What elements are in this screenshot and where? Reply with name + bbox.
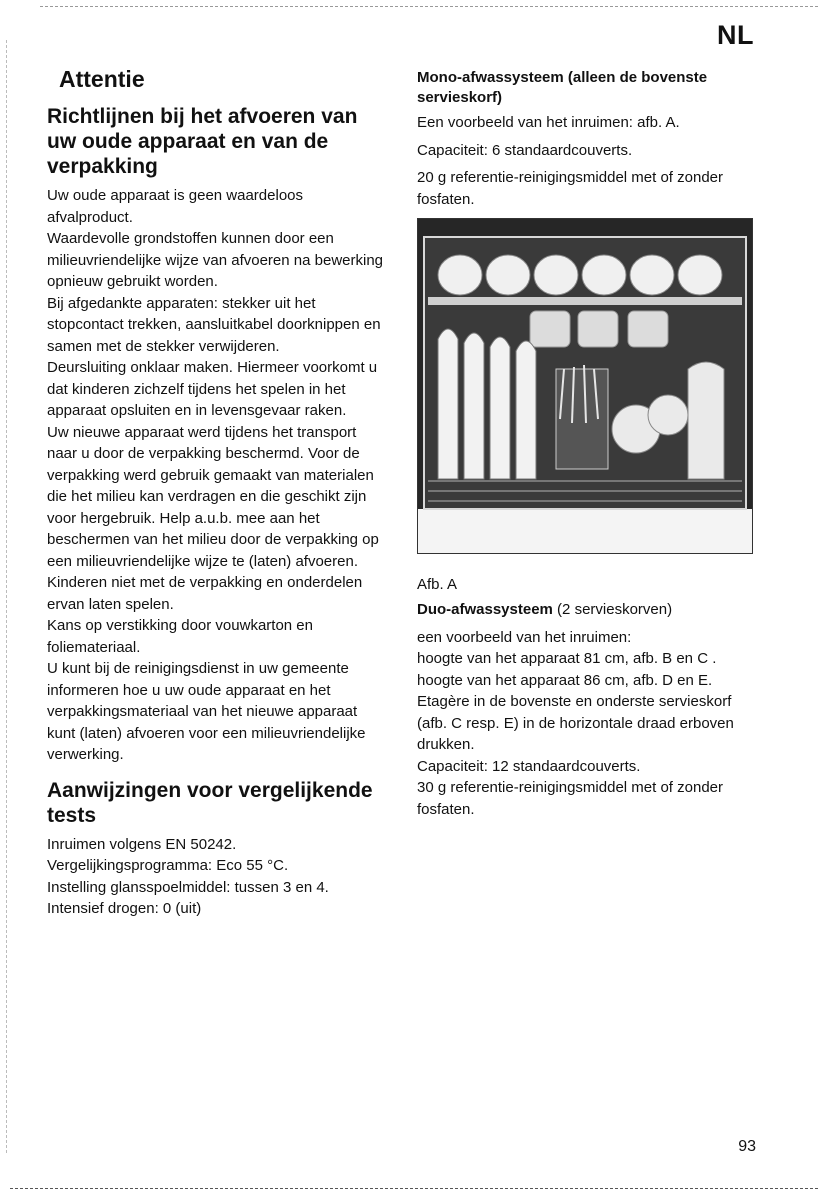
attention-title: Attentie	[59, 66, 145, 92]
tests-line: Instelling glansspoelmiddel: tussen 3 en 4.	[47, 878, 329, 896]
duo-heading-line	[417, 599, 757, 621]
mono-line: Een voorbeeld van het inruimen: afb. A.	[417, 114, 680, 131]
mono-line: Capaciteit: 6 standaardcouverts.	[417, 141, 633, 159]
section-gap	[47, 766, 387, 778]
duo-heading: Duo-afwassysteem	[417, 601, 553, 618]
page-edge-left	[6, 40, 7, 1153]
mono-line: 20 g referentie-reinigingsmiddel met of zonder fosfaten.	[417, 169, 723, 208]
tests-line: Inruimen volgens EN 50242.	[47, 835, 237, 853]
duo-line: Capaciteit: 12 standaardcouverts.	[417, 757, 641, 775]
page-edge-bottom	[10, 1188, 818, 1189]
tests-heading: Aanwijzingen voor vergelijkende tests	[47, 778, 373, 827]
dishwasher-rack-photo	[417, 218, 753, 554]
page-edge-top	[40, 6, 818, 7]
disposal-heading: Richtlijnen bij het afvoeren van uw oude apparaat en van de verpakking	[47, 105, 358, 178]
disposal-paragraph: Bij afgedankte apparaten: stekker uit het stopcontact trekken, aansluitkabel doorknippen en samen met de stekker verwijderen.	[47, 294, 381, 355]
duo-line: een voorbeeld van het inruimen:	[417, 628, 632, 646]
disposal-paragraph: Kinderen niet met de verpakking en onderdelen ervan laten spelen.	[47, 574, 363, 613]
language-tag: NL	[717, 20, 754, 50]
right-column	[417, 68, 757, 820]
tests-line: Vergelijkingsprogramma: Eco 55 °C.	[47, 857, 289, 874]
duo-line: Etagère in de bovenste en onderste servieskorf (afb. C resp. E) in de horizontale draad erboven drukken.	[417, 693, 734, 753]
rack-illustration	[418, 219, 752, 553]
duo-line: 30 g referentie-reinigingsmiddel met of zonder fosfaten.	[417, 779, 723, 818]
disposal-paragraph: Kans op verstikking door vouwkarton en foliemateriaal.	[47, 617, 313, 656]
disposal-paragraph: Waardevolle grondstoffen kunnen door een milieuvriendelijke wijze van afvoeren na bewerking opnieuw gebruikt worden.	[47, 230, 384, 290]
disposal-paragraph: Uw oude apparaat is geen waardeloos afvalproduct.	[47, 187, 304, 226]
disposal-paragraph: U kunt bij de reinigingsdienst in uw gemeente informeren hoe u uw oude apparaat en het verpakkingsmateriaal van het nieuwe apparaat kunt (laten) afvoeren voor een milieuvriendelijke verwerking.	[47, 660, 366, 763]
tests-text	[47, 834, 387, 920]
disposal-paragraph: Deursluiting onklaar maken. Hiermeer voorkomt u dat kinderen zichzelf tijdens het spelen in het apparaat opsluiten en in levensgevaar raken.	[47, 359, 378, 419]
disposal-text	[47, 185, 387, 766]
duo-heading-rest: (2 servieskorven)	[552, 601, 673, 618]
mono-heading: Mono-afwassysteem (alleen de bovenste servieskorf)	[417, 69, 708, 106]
figure-caption: Afb. A	[417, 576, 458, 593]
duo-line: hoogte van het apparaat 86 cm, afb. D en E.	[417, 671, 713, 689]
duo-line: hoogte van het apparaat 81 cm, afb. B en C .	[417, 650, 717, 667]
page-number: 93	[738, 1138, 756, 1155]
left-column	[47, 64, 387, 920]
tests-line: Intensief drogen: 0 (uit)	[47, 900, 202, 917]
disposal-paragraph: Uw nieuwe apparaat werd tijdens het transport naar u door de verpakking beschermd. Voor de verpakking werd gebruik gemaakt van materialen die het milieu kan verdragen en die geschikt zijn voor hergebruik. Help a.u.b. mee aan het beschermen van het milieu door de verpakking op een milieuvriendelijke wijze te (laten) afvoeren.	[47, 423, 379, 570]
